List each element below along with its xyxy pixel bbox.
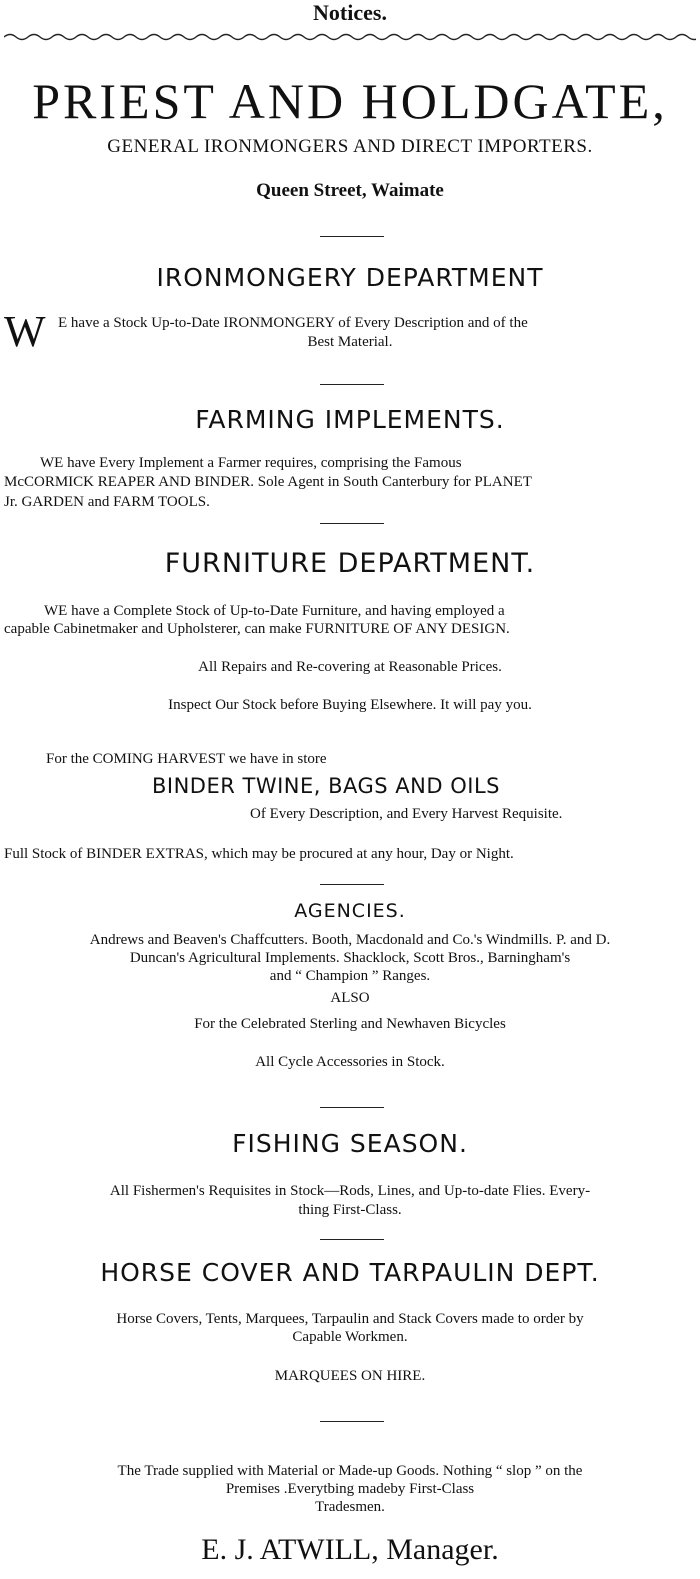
section-rule xyxy=(320,523,384,524)
section-rule xyxy=(320,1421,384,1422)
wavy-divider xyxy=(4,32,696,42)
ironmongery-title: IRONMONGERY DEPARTMENT xyxy=(156,263,544,292)
agencies-bicycles: For the Celebrated Sterling and Newhaven Bicycles xyxy=(194,1016,506,1032)
farming-line1: WE have Every Implement a Farmer requires, comprising the Famous xyxy=(40,455,462,471)
fishing-line2: thing First-Class. xyxy=(298,1202,402,1218)
agencies-also: ALSO xyxy=(330,990,370,1006)
horse-cover-title: HORSE COVER AND TARPAULIN DEPT. xyxy=(100,1258,600,1287)
agencies-line2: Duncan's Agricultural Implements. Shacklock, Scott Bros., Barningham's xyxy=(129,950,571,966)
harvest-extras: Full Stock of BINDER EXTRAS, which may be procured at any hour, Day or Night. xyxy=(4,846,514,862)
harvest-intro: For the COMING HARVEST we have in store xyxy=(46,751,327,767)
farming-line2: McCORMICK REAPER AND BINDER. Sole Agent in South Canterbury for PLANET xyxy=(4,474,532,490)
fishing-title: FISHING SEASON. xyxy=(232,1129,468,1158)
furniture-inspect: Inspect Our Stock before Buying Elsewhere. It will pay you. xyxy=(168,697,532,713)
furniture-line1: WE have a Complete Stock of Up-to-Date Furniture, and having employed a xyxy=(44,603,505,619)
ironmongery-line1: E have a Stock Up-to-Date IRONMONGERY of Every Description and of the xyxy=(58,315,528,331)
manager-signature: E. J. ATWILL, Manager. xyxy=(201,1533,499,1566)
farming-line3: Jr. GARDEN and FARM TOOLS. xyxy=(4,494,210,510)
agencies-title: AGENCIES. xyxy=(294,900,406,922)
section-rule xyxy=(320,384,384,385)
drop-cap: W xyxy=(4,307,46,356)
trade-line2: Premises .Everytbing madeby First-Class xyxy=(225,1481,475,1497)
horse-cover-line2: Capable Workmen. xyxy=(292,1329,408,1345)
trade-line1: The Trade supplied with Material or Made-up Goods. Nothing “ slop ” on the xyxy=(117,1463,583,1479)
harvest-sub: Of Every Description, and Every Harvest Requisite. xyxy=(250,806,563,822)
farming-title: FARMING IMPLEMENTS. xyxy=(195,405,505,434)
firm-name: PRIEST AND HOLDGATE, xyxy=(32,73,668,129)
ironmongery-line2: Best Material. xyxy=(307,334,393,350)
agencies-cycle-accessories: All Cycle Accessories in Stock. xyxy=(255,1054,445,1070)
section-rule xyxy=(320,1107,384,1108)
furniture-line2: capable Cabinetmaker and Upholsterer, can make FURNITURE OF ANY DESIGN. xyxy=(4,621,510,637)
fishing-line1: All Fishermen's Requisites in Stock—Rods, Lines, and Up-to-date Flies. Every- xyxy=(109,1183,591,1199)
furniture-repairs: All Repairs and Re-covering at Reasonable Prices. xyxy=(198,659,502,675)
agencies-line3: and “ Champion ” Ranges. xyxy=(269,968,431,984)
horse-cover-line1: Horse Covers, Tents, Marquees, Tarpaulin and Stack Covers made to order by xyxy=(116,1311,584,1327)
harvest-title: BINDER TWINE, BAGS AND OILS xyxy=(152,774,500,798)
marquees-on-hire: MARQUEES ON HIRE. xyxy=(274,1368,426,1384)
section-rule xyxy=(320,236,384,237)
section-rule xyxy=(320,884,384,885)
furniture-title: FURNITURE DEPARTMENT. xyxy=(164,548,536,579)
trade-line3: Tradesmen. xyxy=(315,1499,385,1515)
notices-header: Notices. xyxy=(313,0,387,25)
section-rule xyxy=(320,1239,384,1240)
firm-description: GENERAL IRONMONGERS AND DIRECT IMPORTERS. xyxy=(107,136,593,157)
agencies-line1: Andrews and Beaven's Chaffcutters. Booth, Macdonald and Co.'s Windmills. P. and D. xyxy=(89,932,611,948)
firm-address: Queen Street, Waimate xyxy=(256,180,444,201)
